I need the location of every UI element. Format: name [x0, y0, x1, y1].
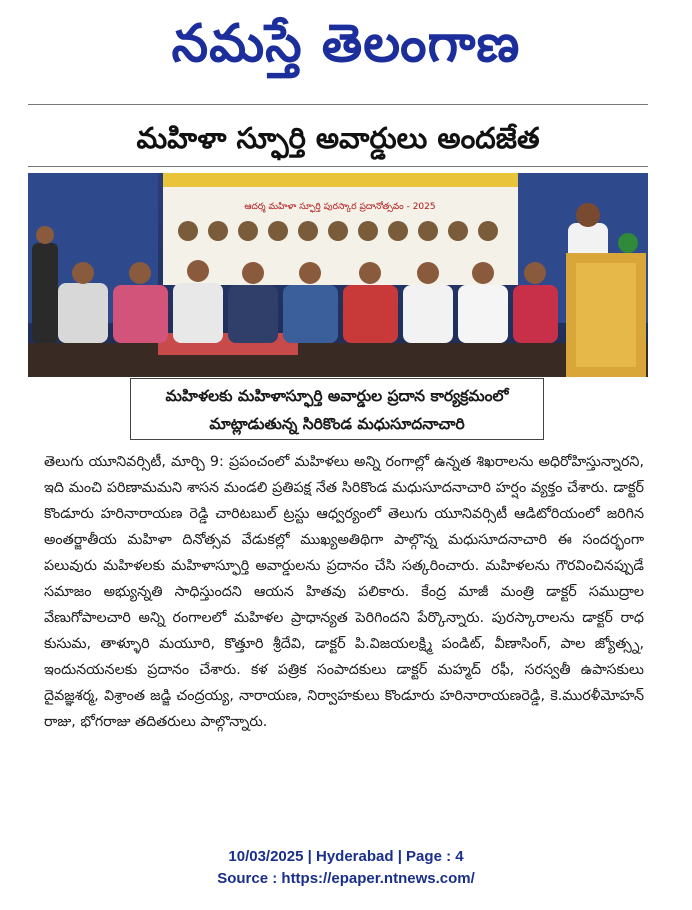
photo-caption-line-2: మాట్లాడుతున్న సిరికొండ మధుసూదనాచారి [209, 415, 465, 433]
photo-caption-line-1: మహిళలకు మహిళాస్ఫూర్తి అవార్డుల ప్రదాన కార్యక్రమంలో [165, 387, 509, 405]
headline-divider [28, 166, 648, 167]
masthead [0, 0, 692, 92]
photo-caption [130, 378, 544, 440]
footer-source: Source : https://epaper.ntnews.com/ [217, 870, 475, 887]
article-photo [28, 173, 648, 377]
stage-banner-text: ఆదర్శ మహిళా స్ఫూర్తి పురస్కార ప్రదానోత్సవం - 2025 [244, 202, 436, 212]
page-footer [0, 846, 692, 890]
photo-stage-image [28, 173, 648, 377]
article-paragraph: తెలుగు యూనివర్సిటీ, మార్చి 9: ప్రపంచంలో మహిళలు అన్ని రంగాల్లో ఉన్నత శిఖరాలను అధిరోహిస్తున్నారని, ఇది మంచి పరిణామమని శాసన మండలి ప్రతిపక్ష నేత సిరికొండ మధుసూదనాచారి హర్షం వ్యక్తం చేశారు. డాక్టర్ కొండూరు హరినారాయణ రెడ్డి చారిటబుల్ ట్రస్టు ఆధ్వర్యంలో తెలుగు యూనివర్సిటీ ఆడిటోరియంలో జరిగిన అంతర్జాతీయ మహిళా దినోత్సవ వేడుకల్లో ముఖ్యఅతిథిగా పాల్గొన్న మధుసూదనాచారి ఈ సందర్భంగా పలువురు మహిళలకు మహిళాస్ఫూర్తి అవార్డులను ప్రదానం చేసి సత్కరించారు. మహిళలను గౌరవించినప్పుడే సమాజం అభ్యున్నతి సాధిస్తుందని ఆయన హితవు పలికారు. కేంద్ర మాజీ మంత్రి డాక్టర్ సముద్రాల వేణుగోపాలచారి అన్ని రంగాలలో మహిళల ప్రాధాన్యత పెరిగిందని పేర్కొన్నారు. పురస్కారాలను డాక్టర్ రాధ కుసుమ, తాళ్ళూరి మయూరి, కొత్తూరి శ్రీదేవి, డాక్టర్ పి.విజయలక్ష్మి పండిట్, వీణాసింగ్, పాల జ్యోత్స్న, ఇందునయనలకు ప్రదానం చేశారు. కళ పత్రిక సంపాదకులు డాక్టర్ మహ్మద్ రఫీ, సరస్వతీ ఉపాసకులు దైవజ్ఞశర్మ, విశ్రాంత జడ్జి చంద్రయ్య, నారాయణ, నిర్వాహకులు కొండూరు హరినారాయణరెడ్డి, కె.మురళీమోహన్ రాజు, భోగరాజు తదితరులు పాల్గొన్నారు. [44, 454, 644, 730]
top-divider [28, 104, 648, 105]
article-headline: మహిళా స్ఫూర్తి అవార్డులు అందజేత [136, 121, 540, 155]
article-body [44, 449, 644, 735]
footer-date-location: 10/03/2025 | Hyderabad | Page : 4 [228, 848, 464, 865]
newspaper-logo: నమస్తే తెలంగాణ [171, 13, 521, 74]
